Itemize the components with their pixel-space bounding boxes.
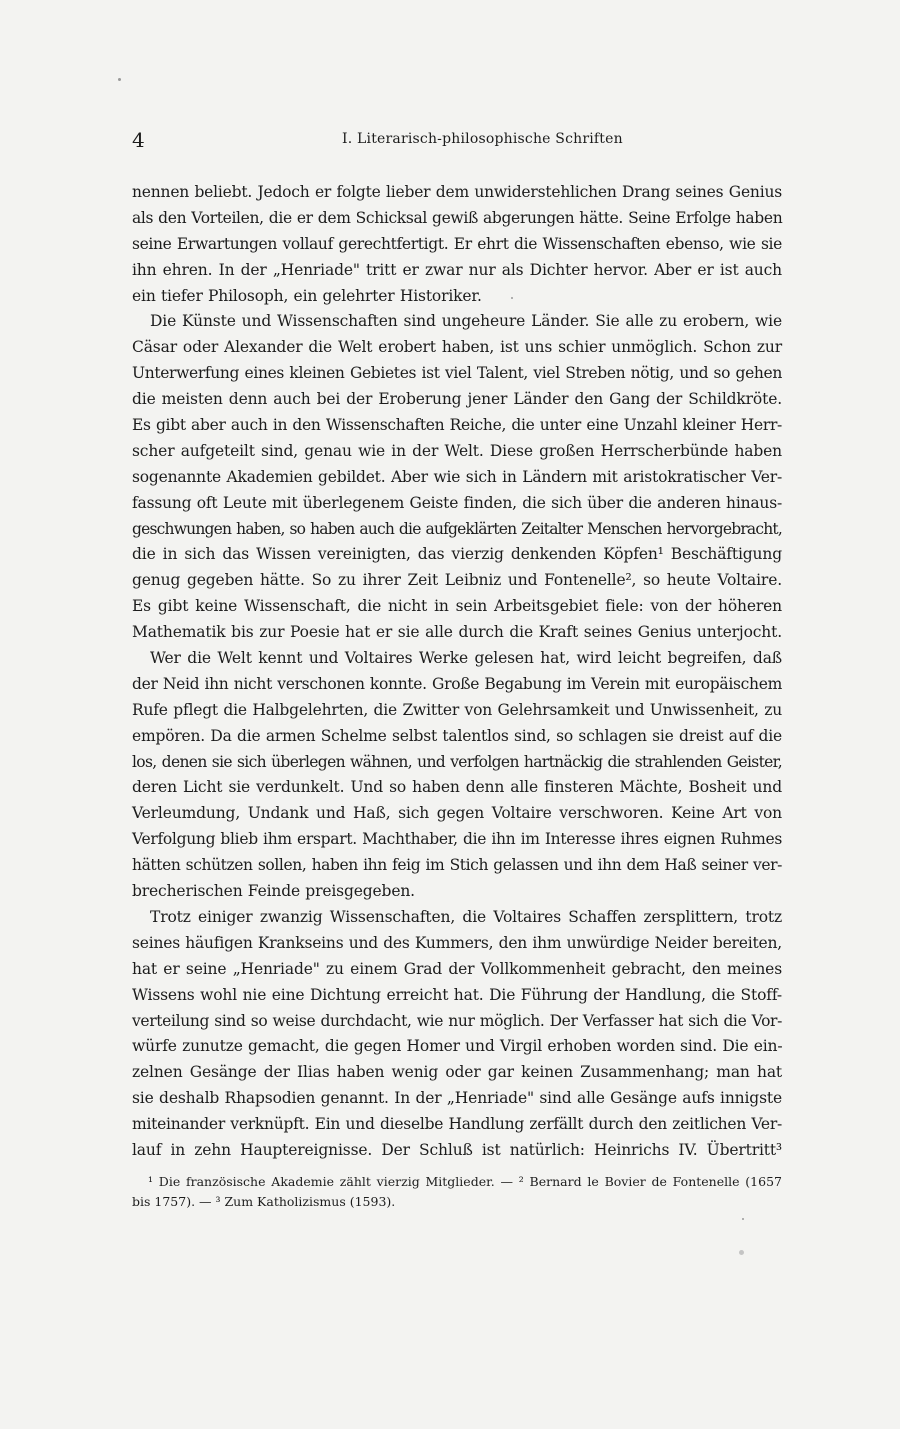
text-line: Es gibt keine Wissenschaft, die nicht in sein Arbeitsgebiet fiele: von der höheren	[132, 597, 782, 616]
text-line: hätten schützen sollen, haben ihn feig im Stich gelassen und ihn dem Haß seiner ver-	[132, 856, 782, 875]
text-line: brecherischen Feinde preisgegeben.	[132, 882, 415, 901]
text-line: Trotz einiger zwanzig Wissenschaften, die Voltaires Schaffen zersplittern, trotz	[150, 907, 782, 926]
text-line: scher aufgeteilt sind, genau wie in der Welt. Diese großen Herrscherbünde haben	[132, 441, 782, 460]
scan-speck	[742, 1218, 744, 1220]
text-line: Wer die Welt kennt und Voltaires Werke gelesen hat, wird leicht begreifen, daß	[150, 649, 782, 668]
text-line: nennen beliebt. Jedoch er folgte lieber dem unwiderstehlichen Drang seines Genius	[132, 183, 782, 201]
scan-speck	[739, 1250, 744, 1255]
text-line: genug gegeben hätte. So zu ihrer Zeit Leibniz und Fontenelle², so heute Voltaire.	[132, 571, 782, 590]
text-line: empören. Da die armen Schelme selbst talentlos sind, so schlagen sie dreist auf die	[132, 726, 782, 745]
text-line: Cäsar oder Alexander die Welt erobert haben, ist uns schier unmöglich. Schon zur	[132, 338, 782, 357]
text-line: ihn ehren. In der „Henriade" tritt er zwar nur als Dichter hervor. Aber er ist auch	[132, 260, 782, 279]
text-line: geschwungen haben, so haben auch die aufgeklärten Zeitalter Menschen hervorgebracht,	[132, 519, 782, 538]
text-line: verteilung sind so weise durchdacht, wie nur möglich. Der Verfasser hat sich die Vor-	[132, 1011, 782, 1030]
text-line: Mathematik bis zur Poesie hat er sie alle durch die Kraft seines Genius unterjocht.	[132, 623, 782, 642]
running-head: I. Literarisch-philosophische Schriften	[342, 131, 623, 147]
text-line: Wissens wohl nie eine Dichtung erreicht hat. Die Führung der Handlung, die Stoff-	[132, 985, 782, 1004]
page-number: 4	[132, 128, 145, 152]
text-line: miteinander verknüpft. Ein und dieselbe Handlung zerfällt durch den zeitlichen Ver-	[132, 1115, 782, 1134]
text-line: sogenannte Akademien gebildet. Aber wie sich in Ländern mit aristokratischer Ver-	[132, 467, 782, 486]
text-line: seine Erwartungen vollauf gerechtfertigt. Er ehrt die Wissenschaften ebenso, wie sie	[132, 234, 782, 253]
text-line: lauf in zehn Hauptereignisse. Der Schluß ist natürlich: Heinrichs IV. Übertritt³	[132, 1140, 782, 1159]
text-line: ein tiefer Philosoph, ein gelehrter Historiker.	[132, 286, 482, 305]
text-line: Verleumdung, Undank und Haß, sich gegen Voltaire verschworen. Keine Art von	[132, 804, 782, 823]
text-line: Verfolgung blieb ihm erspart. Machthaber, die ihn im Interesse ihres eignen Ruhmes	[132, 830, 782, 849]
text-line: Es gibt aber auch in den Wissenschaften Reiche, die unter eine Unzahl kleiner Herr-	[132, 416, 782, 435]
text-line: die meisten denn auch bei der Eroberung jener Länder den Gang der Schildkröte.	[132, 390, 782, 409]
footnote-line: bis 1757). — ³ Zum Katholizismus (1593).	[132, 1194, 396, 1209]
text-line: als den Vorteilen, die er dem Schicksal gewiß abgerungen hätte. Seine Erfolge haben	[132, 208, 783, 227]
text-line: Die Künste und Wissenschaften sind ungeheure Länder. Sie alle zu erobern, wie	[150, 312, 782, 331]
footnote-line: ¹ Die französische Akademie zählt vierzig Mitglieder. — ² Bernard le Bovier de Fontenelle (1657	[148, 1174, 782, 1189]
text-line: würfe zunutze gemacht, die gegen Homer und Virgil erhoben worden sind. Die ein-	[132, 1037, 783, 1056]
page-header	[132, 128, 782, 158]
text-line: Unterwerfung eines kleinen Gebietes ist viel Talent, viel Streben nötig, und so gehen	[132, 364, 782, 383]
text-line: sie deshalb Rhapsodien genannt. In der „Henriade" sind alle Gesänge aufs innigste	[132, 1089, 782, 1108]
text-line: seines häufigen Krankseins und des Kummers, den ihm unwürdige Neider bereiten,	[132, 933, 782, 952]
text-line: der Neid ihn nicht verschonen konnte. Große Begabung im Verein mit europäischem	[132, 674, 782, 693]
text-line: zelnen Gesänge der Ilias haben wenig oder gar keinen Zusammenhang; man hat	[132, 1063, 782, 1082]
text-line: fassung oft Leute mit überlegenem Geiste finden, die sich über die anderen hinaus-	[132, 493, 782, 512]
footnotes	[132, 1172, 782, 1212]
text-line: hat er seine „Henriade" zu einem Grad der Vollkommenheit gebracht, den meines	[132, 959, 782, 978]
scan-speck	[511, 297, 513, 299]
text-line: deren Licht sie verdunkelt. Und so haben denn alle finsteren Mächte, Bosheit und	[132, 778, 782, 797]
text-line: die in sich das Wissen vereinigten, das vierzig denkenden Köpfen¹ Beschäftigung	[132, 545, 782, 564]
body-text	[132, 180, 782, 1164]
text-line: los, denen sie sich überlegen wähnen, und verfolgen hartnäckig die strahlenden Geister,	[132, 752, 782, 771]
text-line: Rufe pflegt die Halbgelehrten, die Zwitter von Gelehrsamkeit und Unwissenheit, zu	[132, 700, 782, 719]
scan-speck	[118, 78, 121, 81]
